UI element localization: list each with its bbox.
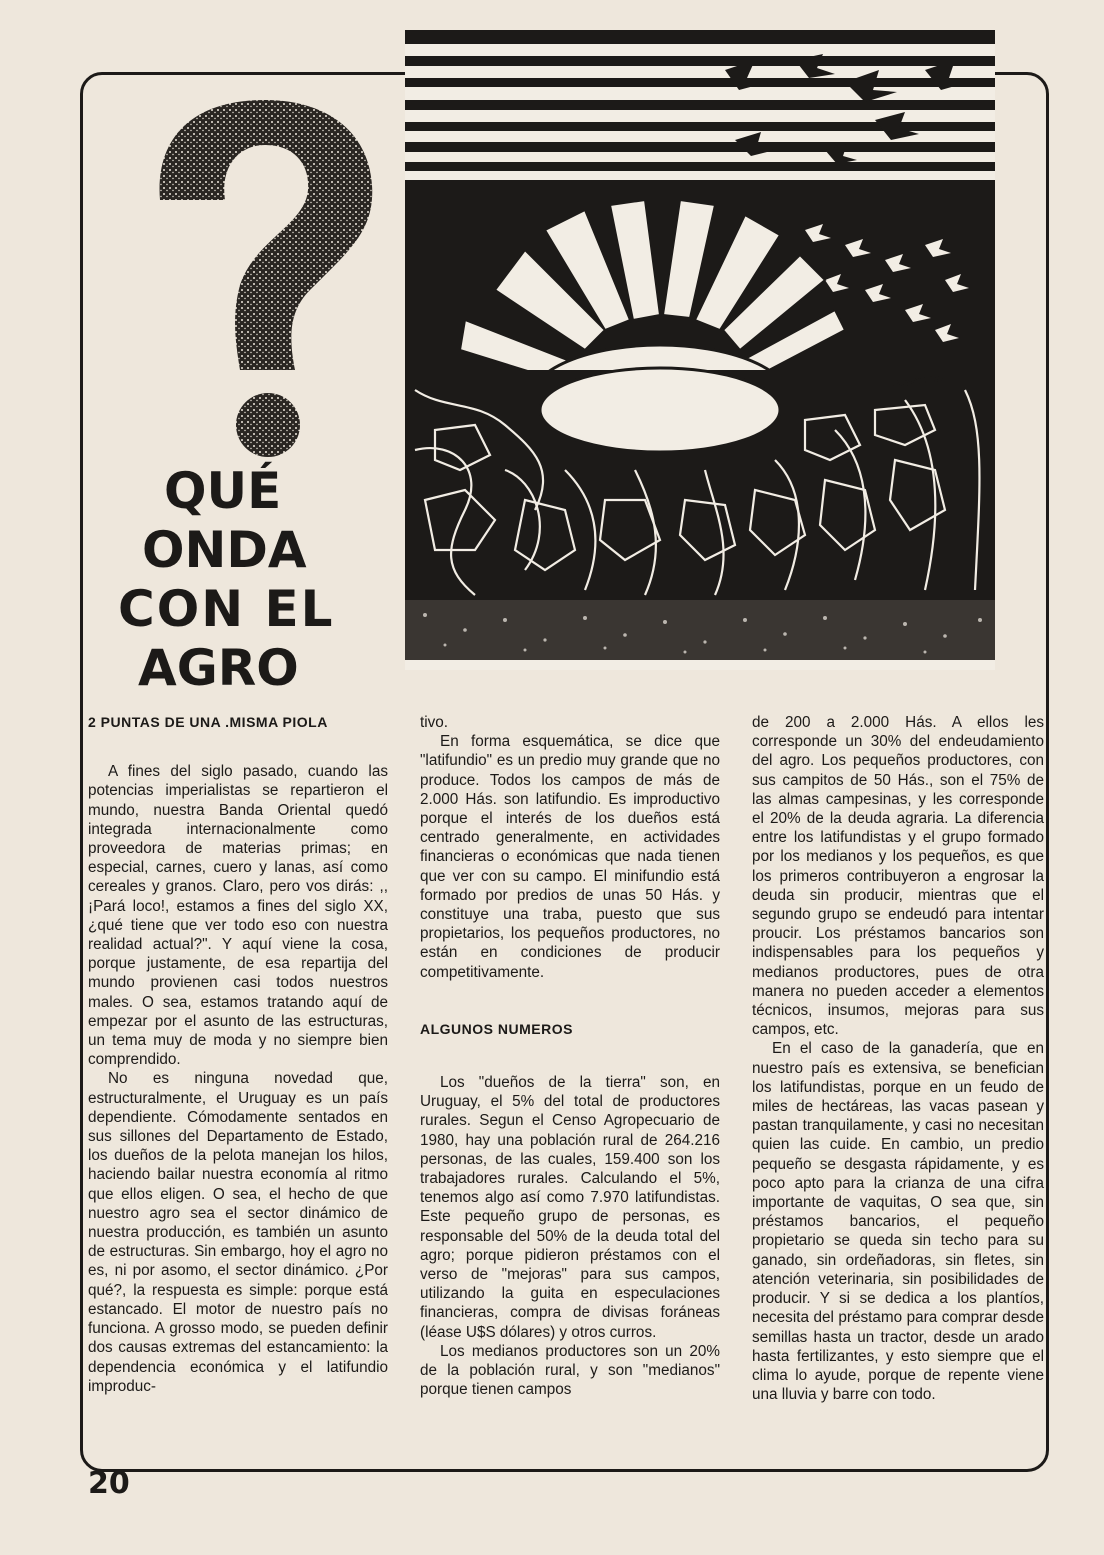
illustration-signature: F.Balbis.	[891, 370, 945, 391]
question-mark-graphic	[150, 90, 380, 470]
section-heading: 2 PUNTAS DE UNA .MISMA PIOLA	[88, 714, 328, 730]
paragraph: En el caso de la ganadería, que en nuestro país es extensiva, se benefician los latifundistas, porque en un feudo de miles de hectáreas, las vacas pasean y pastan tranquilamente, y casi no necesitan quien las cuide. En cambio, un predio pequeño se desgasta rápidamente, y es poco apto para la crianza de una cifra importante de vaquitas, O sea que, sin préstamos bancarios, el pequeño propietario se queda sin techo para su ganado, sin ordeñadoras, sin fletes, sin atención veterinaria, sin posibilidades de producir. Y si se dedica a los plantíos, necesita del préstamo para comprar desde semillas hasta un tractor, desde un arado hasta fertilizantes, y esto siempre que el clima lo ayude, porque de repente viene una lluvia y barre con todo.	[752, 1040, 1044, 1404]
paragraph: No es ninguna novedad que, estructuralmente, el Uruguay es un país dependiente. Cómodamente sentados en sus sillones del Departamento de Estado, los dueños de la pelota manejan los hilos, haciendo bailar nuestra economía al ritmo que ellos eligen. O sea, el hecho de que nuestro agro sea el sector dinámico de nuestra producción, es también un asunto de estructuras. Sin embargo, hoy el agro no es, ni por asomo, el sector dinámico. ¿Por qué?, la respuesta es simple: porque está estancado. El motor de nuestro país no funciona. A grosso modo, se pueden definir dos causas extremas del estancamiento: la dependencia económica y el latifundio improduc-	[88, 1070, 388, 1395]
paragraph: En forma esquemática, se dice que "latifundio" es un predio muy grande que no produce. Todos los campos de más de 2.000 Hás. son latifundio. Es improductivo porque el interés de los dueños está centrado generalmente, en actividades financieras o económicas que nada tienen que ver con su campo. El minifundio está formado por predios de unas 50 Hás. y constituye una traba, puesto que sus propietarios, los pequeños productores, no están en condiciones de producir competitivamente.	[420, 733, 720, 981]
text-column-3	[752, 713, 1044, 1404]
text-column-2	[420, 713, 720, 1400]
page-number: 20	[88, 1466, 130, 1501]
paragraph: tivo.	[420, 714, 449, 731]
paragraph: Los medianos productores son un 20% de la población rural, y son "medianos" porque tienen campos	[420, 1342, 720, 1399]
sun-field-illustration	[405, 30, 995, 670]
paragraph: Los "dueños de la tierra" son, en Uruguay, el 5% del total de productores rurales. Segun el Censo Agropecuario de 1980, hay una población rural de 264.216 personas, de las cuales, 159.400 son los trabajadores rurales. Calculando el 5%, tenemos algo así como 7.970 latifundistas. Este pequeño grupo de personas, es responsable del 50% de la deuda total del agro; porque pidieron préstamos con el verso de "mejoras" para sus campos, utilizando la guita en especulaciones financieras, compra de divisas foráneas (léase U$S dólares) y otros curros.	[420, 1074, 720, 1341]
title-line-2: ONDA	[142, 521, 307, 579]
article-title	[118, 462, 398, 698]
section-heading: ALGUNOS NUMEROS	[420, 1020, 573, 1037]
text-column-1	[88, 713, 388, 1396]
title-line-3: CON EL	[118, 580, 335, 638]
title-line-1: QUÉ	[164, 462, 282, 520]
paragraph: A fines del siglo pasado, cuando las potencias imperialistas se repartieron el mundo, nuestra Banda Oriental quedó integrada internacionalmente como proveedora de materias primas; en especial, carnes, cuero y lanas, así como cereales y granos. Claro, pero vos dirás: ,,¡Pará loco!, estamos a fines del siglo XX, ¿qué tiene que ver todo eso con nuestra realidad actual?". Y aquí viene la cosa, porque justamente, de esa repartija del mundo provienen casi todos nuestros males. O sea, estamos tratando aquí de empezar por el asunto de las estructuras, un tema muy de moda y no siempre bien comprendido.	[88, 763, 388, 1069]
paragraph: de 200 a 2.000 Hás. A ellos les corresponde un 30% del endeudamiento del agro. Los pequeños productores, con sus campitos de 50 Hás., son el 75% de las almas campesinas, y les corresponde el 20% de la deuda agraria. La diferencia entre los latifundistas y el grupo formado por los medianos y los pequeños, es que los primeros contribuyeron a engrosar la deuda sin producir, mientras que el segundo grupo se endeudó para intentar proucir. Los préstamos bancarios son indispensables para los pequeños y medianos productores, pues de otra manera no pueden acceder a elementos técnicos, insumos, mejoras para sus campos, etc.	[752, 714, 1044, 1039]
title-line-4: AGRO	[138, 639, 299, 697]
